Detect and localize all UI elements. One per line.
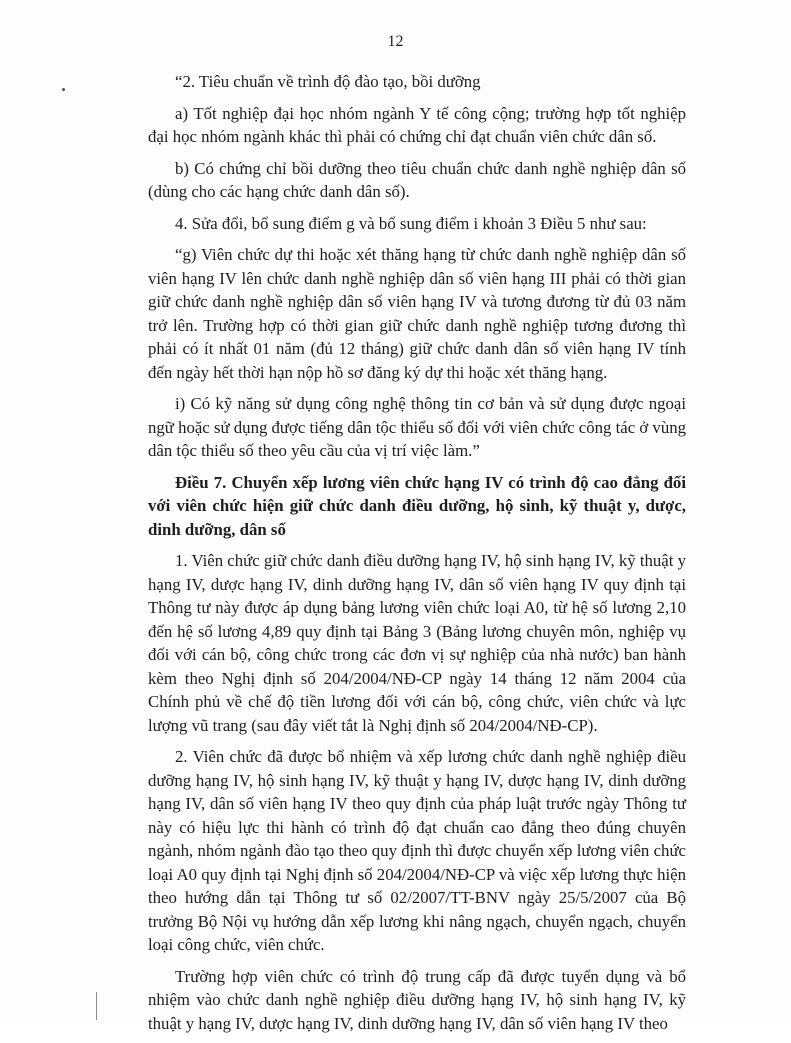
clause-b: b) Có chứng chỉ bồi dưỡng theo tiêu chuẩn chức danh nghề nghiệp dân số (dùng cho các hạng chức danh dân số). xyxy=(148,158,686,201)
scan-speck xyxy=(62,88,65,91)
amendment-item-4: 4. Sửa đổi, bổ sung điểm g và bổ sung điểm i khoản 3 Điều 5 như sau: xyxy=(175,213,647,233)
section-heading-training: “2. Tiêu chuẩn về trình độ đào tạo, bồi dưỡng xyxy=(175,72,481,91)
clause-a: a) Tốt nghiệp đại học nhóm ngành Y tế công cộng; trường hợp tốt nghiệp đại học nhóm ngành khác thì phải có chứng chỉ đạt chuẩn viên chức dân số. xyxy=(148,103,686,146)
binding-margin-line xyxy=(96,992,97,1020)
document-body xyxy=(148,70,686,1043)
clause-i: i) Có kỹ năng sử dụng công nghệ thông tin cơ bản và sử dụng được ngoại ngữ hoặc sử dụng được tiếng dân tộc thiểu số đối với viên chức công tác ở vùng dân tộc thiểu số theo yêu cầu của vị trí việc làm.” xyxy=(148,394,686,460)
article-7-heading: Điều 7. Chuyển xếp lương viên chức hạng IV có trình độ cao đẳng đối với viên chức hiện giữ chức danh điều dưỡng, hộ sinh, kỹ thuật y, dược, dinh dưỡng, dân số xyxy=(148,472,686,539)
page-number: 12 xyxy=(387,33,404,50)
article-7-item-1: 1. Viên chức giữ chức danh điều dưỡng hạng IV, hộ sinh hạng IV, kỹ thuật y hạng IV, dược hạng IV, dinh dưỡng hạng IV, dân số viên hạng IV quy định tại Thông tư này được áp dụng bảng lương viên chức loại A0, từ hệ số lương 2,10 đến hệ số lương 4,89 quy định tại Bảng 3 (Bảng lương chuyên môn, nghiệp vụ đối với cán bộ, công chức trong các đơn vị sự nghiệp của nhà nước) ban hành kèm theo Nghị định số 204/2004/NĐ-CP ngày 14 tháng 12 năm 2004 của Chính phủ về chế độ tiền lương đối với cán bộ, công chức, viên chức và lực lượng vũ trang (sau đây viết tắt là Nghị định số 204/2004/NĐ-CP). xyxy=(148,551,686,735)
clause-g: “g) Viên chức dự thi hoặc xét thăng hạng từ chức danh nghề nghiệp dân số viên hạng IV lên chức danh nghề nghiệp dân số viên hạng III phải có thời gian giữ chức danh nghề nghiệp dân số viên hạng IV và tương đương từ đủ 03 năm trở lên. Trường hợp có thời gian giữ chức danh nghề nghiệp tương đương thì phải có ít nhất 01 năm (đủ 12 tháng) giữ chức danh dân số viên hạng IV tính đến ngày hết thời hạn nộp hồ sơ đăng ký dự thi hoặc xét thăng hạng. xyxy=(148,245,686,382)
article-7-item-2: 2. Viên chức đã được bổ nhiệm và xếp lương chức danh nghề nghiệp điều dưỡng hạng IV, hộ sinh hạng IV, kỹ thuật y hạng IV, dược hạng IV, dinh dưỡng hạng IV, dân số viên hạng IV theo quy định của pháp luật trước ngày Thông tư này có hiệu lực thi hành có trình độ đạt chuẩn cao đẳng theo đúng chuyên ngành, nhóm ngành đào tạo theo quy định thì được chuyển xếp lương viên chức loại A0 quy định tại Nghị định số 204/2004/NĐ-CP và việc xếp lương thực hiện theo hướng dẫn tại Thông tư số 02/2007/TT-BNV ngày 25/5/2007 của Bộ trưởng Bộ Nội vụ hướng dẫn xếp lương khi nâng ngạch, chuyển ngạch, chuyển loại công chức, viên chức. xyxy=(148,747,686,954)
article-7-case-paragraph: Trường hợp viên chức có trình độ trung cấp đã được tuyển dụng và bổ nhiệm vào chức danh nghề nghiệp điều dưỡng hạng IV, hộ sinh hạng IV, kỹ thuật y hạng IV, dược hạng IV, dinh dưỡng hạng IV, dân số viên hạng IV theo xyxy=(148,966,686,1033)
